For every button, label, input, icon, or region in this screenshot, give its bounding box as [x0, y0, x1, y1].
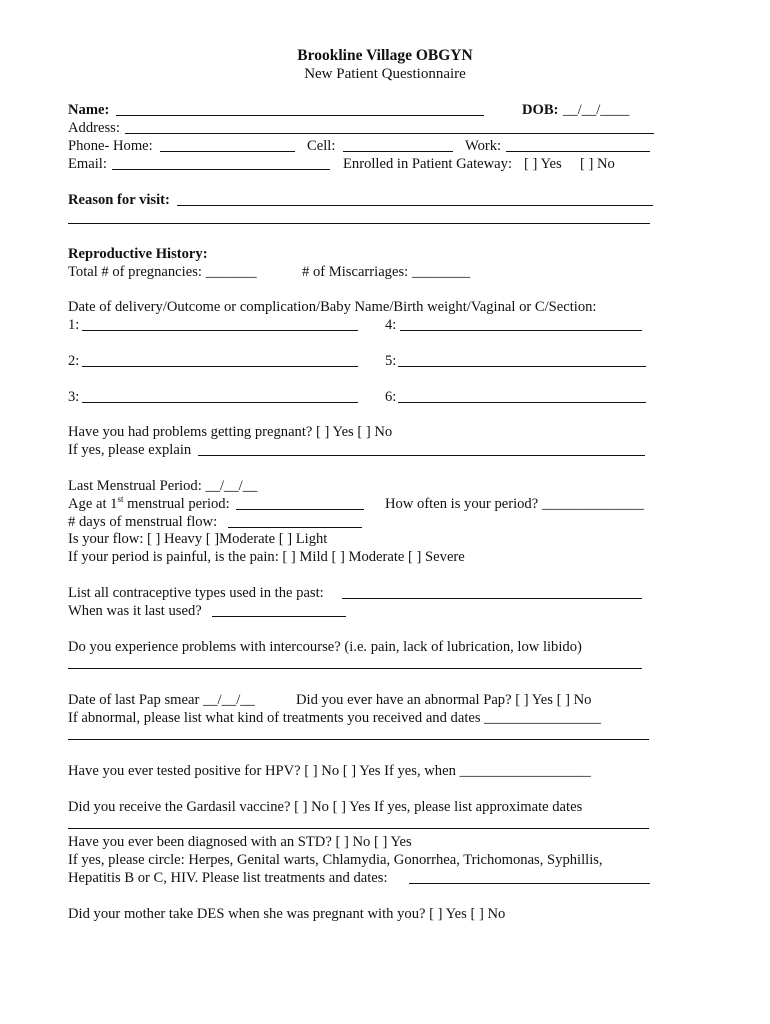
dob-field[interactable]: __/__/____ [563, 102, 630, 118]
delivery-label: Date of delivery/Outcome or complication/Baby Name/Birth weight/Vaginal or C/Section: [68, 299, 597, 315]
first-period-label: Age at 1st menstrual period: [68, 494, 230, 512]
email-field[interactable] [112, 169, 330, 170]
flow-options[interactable]: Is your flow: [ ] Heavy [ ]Moderate [ ] Light [68, 531, 328, 547]
delivery-4-label: 4: [385, 317, 397, 333]
fertility-explain-label: If yes, please explain [68, 442, 192, 458]
flow-days-label: # days of menstrual flow: [68, 514, 218, 530]
hpv-question[interactable]: Have you ever tested positive for HPV? [ ] No [ ] Yes If yes, when __________________ [68, 763, 591, 779]
email-label: Email: [68, 156, 107, 172]
reproductive-heading: Reproductive History: [68, 246, 208, 262]
clinic-name: Brookline Village OBGYN [297, 47, 473, 64]
delivery-6-field[interactable] [398, 402, 646, 403]
phone-home-label: Phone- Home: [68, 138, 153, 154]
phone-home-field[interactable] [160, 151, 295, 152]
miscarriages-field[interactable]: # of Miscarriages: ________ [302, 264, 471, 280]
contraceptive-last-label: When was it last used? [68, 603, 202, 619]
reason-field[interactable] [177, 205, 653, 206]
contraceptive-last-field[interactable] [212, 616, 346, 617]
delivery-1-label: 1: [68, 317, 80, 333]
period-frequency-field[interactable]: How often is your period? ______________ [385, 496, 645, 512]
delivery-3-field[interactable] [82, 402, 358, 403]
form-subtitle: New Patient Questionnaire [304, 66, 466, 82]
address-label: Address: [68, 120, 120, 136]
delivery-3-label: 3: [68, 389, 80, 405]
reason-label: Reason for visit: [68, 192, 170, 208]
abnormal-pap-question[interactable]: Did you ever have an abnormal Pap? [ ] Yes [ ] No [296, 692, 592, 708]
work-field[interactable] [506, 151, 650, 152]
reason-field-line-2[interactable] [68, 223, 650, 224]
delivery-2-field[interactable] [82, 366, 358, 367]
last-pap-field[interactable]: Date of last Pap smear __/__/__ [68, 692, 255, 708]
gateway-no-checkbox[interactable]: [ ] No [580, 156, 615, 172]
intercourse-field[interactable] [68, 668, 642, 669]
delivery-2-label: 2: [68, 353, 80, 369]
intercourse-question: Do you experience problems with intercourse? (i.e. pain, lack of lubrication, low libido) [68, 639, 582, 655]
cell-label: Cell: [307, 138, 336, 154]
name-field[interactable] [116, 115, 484, 116]
std-circle-options[interactable]: If yes, please circle: Herpes, Genital warts, Chlamydia, Gonorrhea, Trichomonas, Syphillis, [68, 852, 603, 868]
delivery-6-label: 6: [385, 389, 397, 405]
cell-field[interactable] [343, 151, 453, 152]
delivery-1-field[interactable] [82, 330, 358, 331]
work-label: Work: [465, 138, 502, 154]
pap-treatments-field[interactable]: If abnormal, please list what kind of treatments you received and dates ________________ [68, 710, 601, 726]
gateway-yes-checkbox[interactable]: [ ] Yes [524, 156, 562, 172]
pregnancies-field[interactable]: Total # of pregnancies: _______ [68, 264, 257, 280]
std-question[interactable]: Have you ever been diagnosed with an STD? [ ] No [ ] Yes [68, 834, 412, 850]
fertility-question[interactable]: Have you had problems getting pregnant? [ ] Yes [ ] No [68, 424, 393, 440]
contraceptive-label: List all contraceptive types used in the past: [68, 585, 324, 601]
lmp-field[interactable]: Last Menstrual Period: __/__/__ [68, 478, 258, 494]
pain-options[interactable]: If your period is painful, is the pain: [ ] Mild [ ] Moderate [ ] Severe [68, 549, 465, 565]
std-treatments-label: Hepatitis B or C, HIV. Please list treatments and dates: [68, 870, 388, 886]
fertility-explain-field[interactable] [198, 455, 645, 456]
name-label: Name: [68, 102, 110, 118]
address-field[interactable] [125, 133, 654, 134]
delivery-5-field[interactable] [398, 366, 646, 367]
delivery-4-field[interactable] [400, 330, 642, 331]
flow-days-field[interactable] [228, 527, 362, 528]
contraceptive-field[interactable] [342, 598, 642, 599]
gardasil-dates-field[interactable] [68, 828, 649, 829]
pap-treatments-line-2[interactable] [68, 739, 649, 740]
std-treatments-field[interactable] [409, 883, 650, 884]
des-question[interactable]: Did your mother take DES when she was pregnant with you? [ ] Yes [ ] No [68, 906, 506, 922]
dob-label: DOB: [522, 102, 559, 118]
gateway-label: Enrolled in Patient Gateway: [343, 156, 512, 172]
gardasil-question[interactable]: Did you receive the Gardasil vaccine? [ ] No [ ] Yes If yes, please list approximate dates [68, 799, 583, 815]
delivery-5-label: 5: [385, 353, 397, 369]
first-period-field[interactable] [236, 509, 364, 510]
